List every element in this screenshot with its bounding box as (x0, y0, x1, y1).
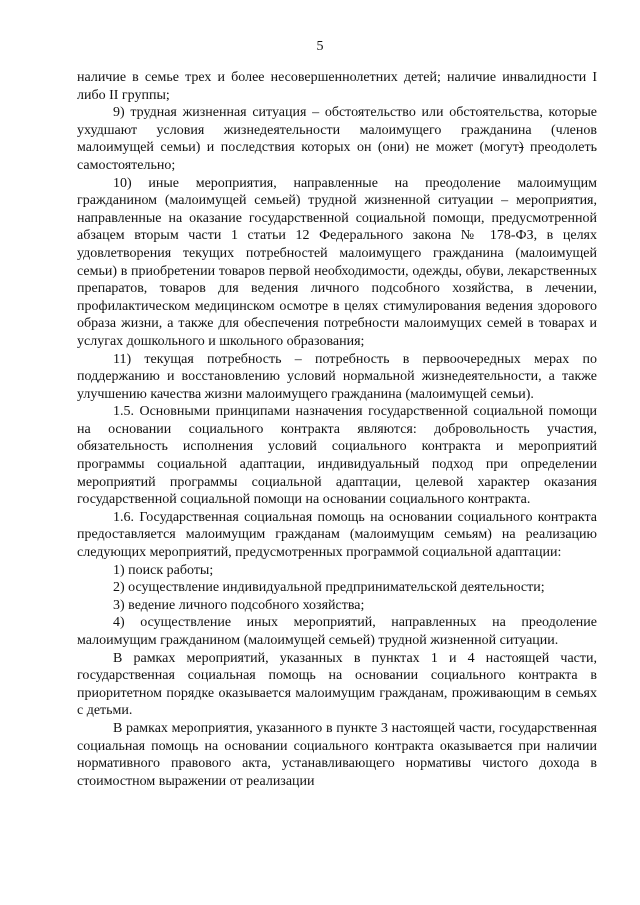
paragraph-section-1-6: 1.6. Государственная социальная помощь на основании социального контракта предоставляется малоимущим гражданам (малоимущим семьям) на реализацию следующих мероприятий, предусмотренных программой социальной адаптации: (77, 509, 597, 561)
list-item-job-search: 1) поиск работы; (113, 562, 214, 578)
paragraph-item-9 (77, 104, 597, 174)
page-number: 5 (316, 39, 324, 54)
paragraph-continuation: наличие в семье трех и более несовершеннолетних детей; наличие инвалидности I либо II группы; (77, 70, 597, 103)
paragraph-priority-families: В рамках мероприятий, указанных в пунктах 1 и 4 настоящей части, государственная социальная помощь на основании социального контракта в приоритетном порядке оказывается малоимущим гражданам, проживающим в семьях с детьми. (77, 650, 597, 719)
paragraph-item-10: 10) иные мероприятия, направленные на преодоление малоимущим гражданином (малоимущей семьей) трудной жизненной ситуации – мероприятия, направленные на оказание государственной социальной помощи, предусмотренной абзацем вторым части 1 статьи 12 Федерального закона № 178-ФЗ, в целях удовлетворения текущих потребностей малоимущего гражданина (малоимущей семьи) в приобретении товаров первой необходимости, одежды, обуви, лекарственных препаратов, товаров для ведения личного подсобного хозяйства, в лечении, профилактическом медицинском осмотре в целях стимулирования ведения здорового образа жизни, а также для обеспечения потребности малоимущих семей в товарах и услугах дошкольного и школьного образования; (77, 175, 597, 349)
struck-parenthesis: ) (518, 140, 524, 156)
paragraph-household-condition: В рамках мероприятия, указанного в пункте 3 настоящей части, государственная социальная помощь на основании социального контракта оказывается при наличии нормативного правового акта, устанавливающего нормативы чистого дохода в стоимостном выражении от реализации (77, 720, 597, 789)
document-body (77, 69, 597, 790)
paragraph-item-9-text-end: преодолеть самостоятельно; (77, 140, 597, 173)
paragraph-item-11: 11) текущая потребность – потребность в первоочередных мерах по поддержанию и восстановлению условий нормальной жизнедеятельности, а также улучшению качества жизни малоимущего гражданина (малоимущей семьи). (77, 351, 597, 402)
list-item-household: 3) ведение личного подсобного хозяйства; (113, 597, 365, 613)
list-item-entrepreneurship: 2) осуществление индивидуальной предпринимательской деятельности; (113, 580, 545, 596)
paragraph-section-1-5: 1.5. Основными принципами назначения государственной социальной помощи на основании социального контракта являются: добровольность участия, обязательность исполнения условий социального контракта и мероприятий программы социальной адаптации, индивидуальный подход при определении мероприятий программы социальной адаптации, целевой характер оказания государственной социальной помощи на основании социального контракта. (77, 404, 597, 508)
list-item-other-measures: 4) осуществление иных мероприятий, направленных на преодоление малоимущим гражданином (малоимущей семьей) трудной жизненной ситуации. (77, 615, 597, 648)
paragraph-item-9-text: 9) трудная жизненная ситуация – обстоятельство или обстоятельства, которые ухудшают условия жизнедеятельности малоимущего гражданина (членов малоимущей семьи) и последствия которых он (они) не может (могут (77, 105, 597, 156)
